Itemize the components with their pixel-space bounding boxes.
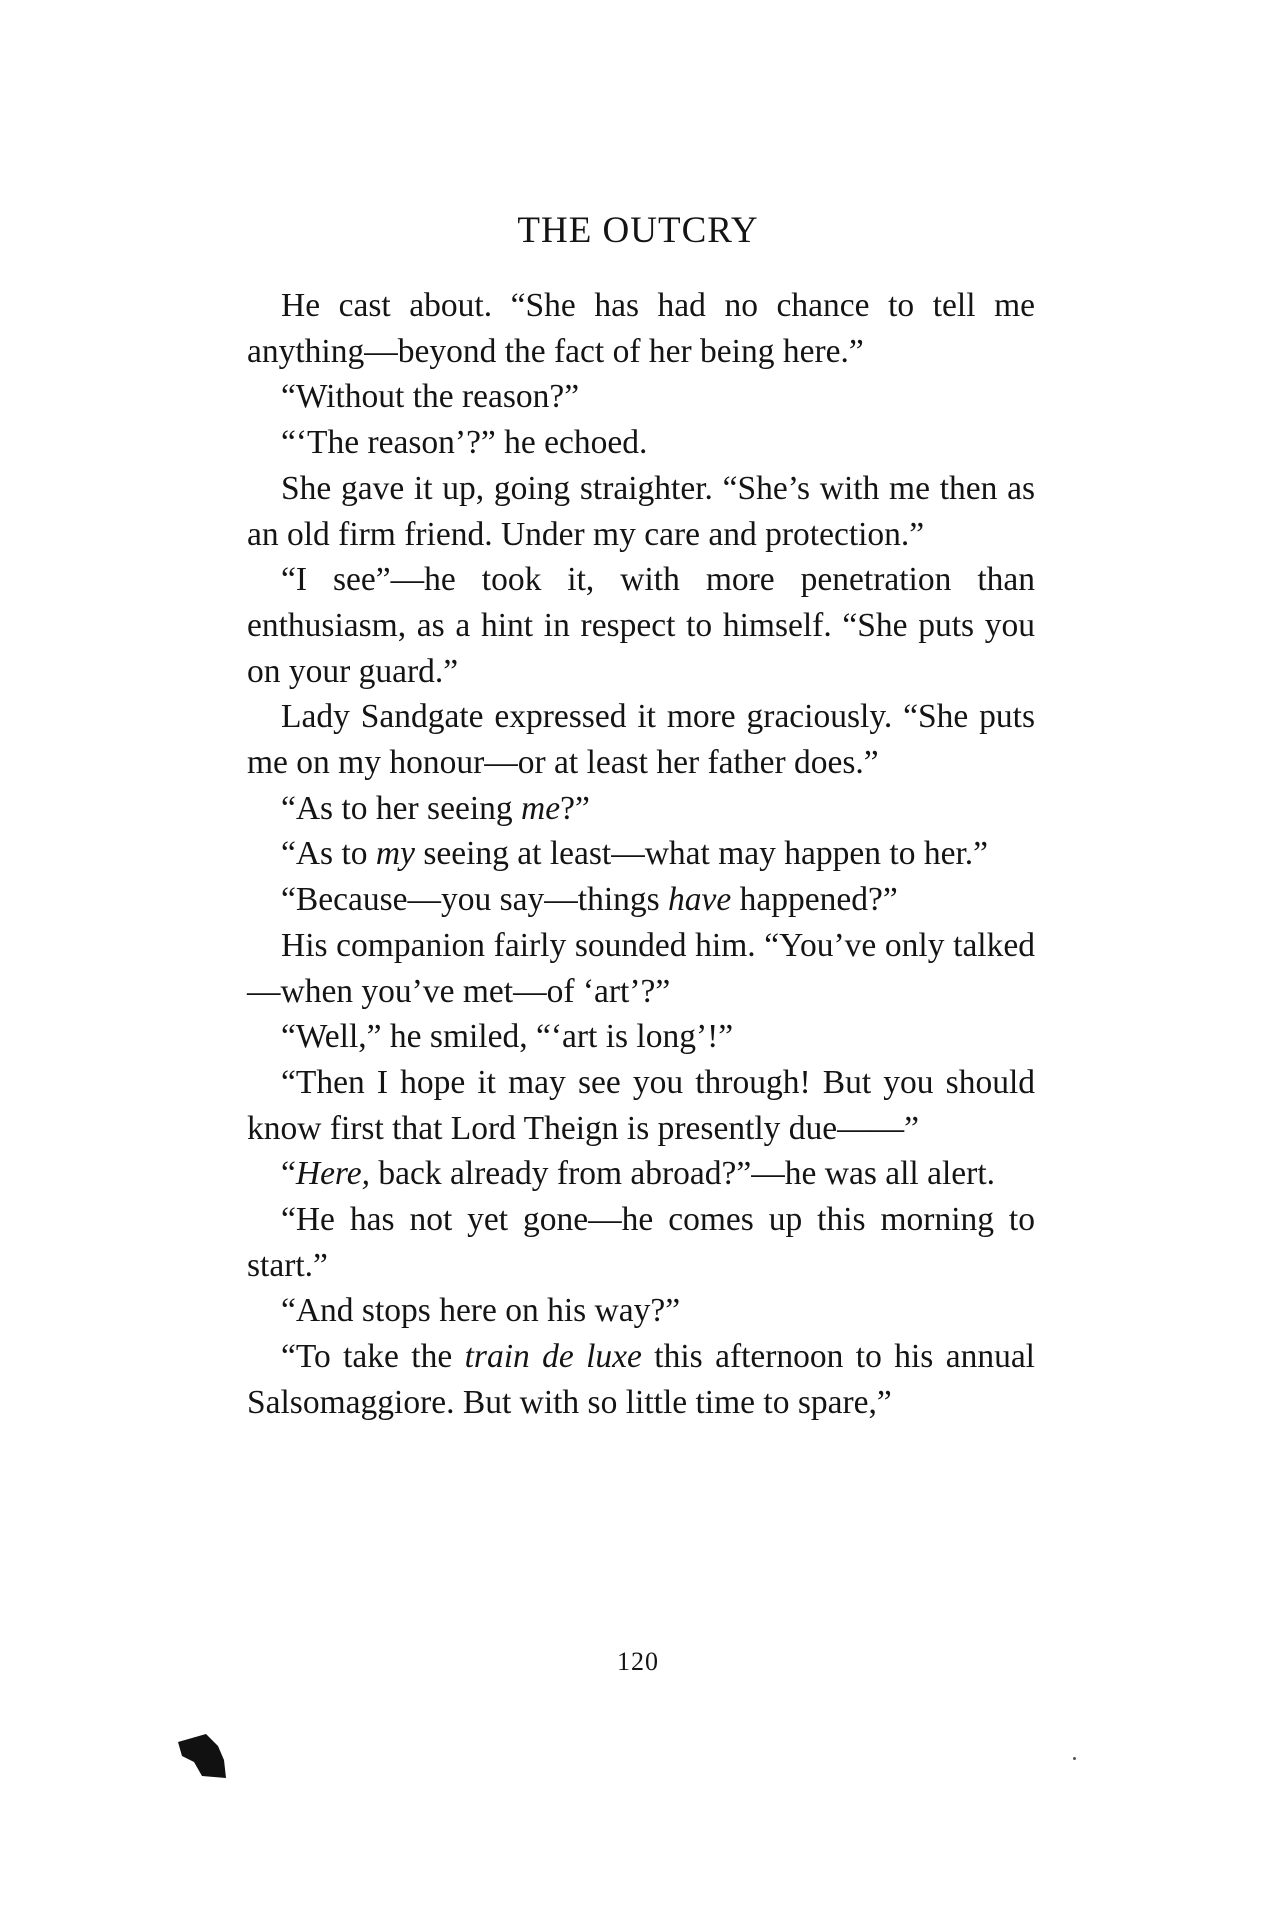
running-head: THE OUTCRY bbox=[517, 210, 759, 251]
paragraph bbox=[247, 877, 1035, 923]
paragraph bbox=[247, 1288, 1035, 1334]
text-run: seeing at least—what may happen to her.” bbox=[414, 835, 989, 873]
italic-text: Here, bbox=[295, 1155, 370, 1193]
italic-text: have bbox=[668, 881, 732, 919]
paragraph bbox=[247, 374, 1035, 420]
ink-blot-mark bbox=[176, 1732, 228, 1780]
text-run: “To take the bbox=[281, 1338, 465, 1376]
italic-text: me bbox=[521, 789, 561, 827]
italic-text: train de luxe bbox=[464, 1338, 642, 1376]
paragraph bbox=[247, 831, 1035, 877]
text-run: ?” bbox=[560, 789, 590, 827]
text-run: “And stops here on his way?” bbox=[281, 1292, 681, 1330]
dust-speck bbox=[1073, 1757, 1076, 1760]
text-run: “As to bbox=[281, 835, 376, 873]
paragraph bbox=[247, 1060, 1035, 1151]
italic-text: my bbox=[375, 835, 415, 873]
text-run: happened?” bbox=[731, 881, 898, 919]
text-run: back already from abroad?”—he was all alert. bbox=[369, 1155, 996, 1193]
text-run: “I see”—he took it, with more penetration than enthusiasm, as a hint in respect to himself. “She puts you on your guard.” bbox=[247, 561, 1035, 690]
text-run: Lady Sandgate expressed it more graciously. “She puts me on my honour—or at least her father does.” bbox=[247, 698, 1035, 782]
text-run: He cast about. “She has had no chance to tell me anything—beyond the fact of her being here.” bbox=[247, 287, 1035, 370]
text-run: “He has not yet gone—he comes up this morning to start.” bbox=[247, 1201, 1035, 1284]
paragraph bbox=[247, 923, 1035, 1014]
text-run: “Well,” he smiled, “‘art is long’!” bbox=[281, 1018, 734, 1056]
body-text bbox=[247, 283, 1035, 1426]
text-run: “Without the reason?” bbox=[281, 378, 580, 416]
paragraph bbox=[247, 786, 1035, 832]
paragraph bbox=[247, 1334, 1035, 1425]
text-run: “As to her seeing bbox=[281, 789, 522, 827]
text-run: She gave it up, going straighter. “She’s with me then as an old firm friend. Under my care and protection.” bbox=[247, 469, 1035, 553]
text-run: “Because—you say—things bbox=[281, 881, 669, 919]
paragraph bbox=[247, 283, 1035, 374]
text-run: “Then I hope it may see you through! But you should know first that Lord Theign is presently due——” bbox=[247, 1063, 1035, 1147]
paragraph bbox=[247, 1151, 1035, 1197]
text-run: “ bbox=[281, 1155, 296, 1193]
page-number: 120 bbox=[617, 1647, 659, 1676]
paragraph bbox=[247, 1197, 1035, 1288]
text-run: this afternoon to his annual Salsomaggiore. But with so little time to spare,” bbox=[247, 1338, 1035, 1421]
paragraph bbox=[247, 694, 1035, 785]
text-run: “‘The reason’?” he echoed. bbox=[281, 424, 648, 462]
text-run: His companion fairly sounded him. “You’ve only talked—when you’ve met—of ‘art’?” bbox=[247, 926, 1035, 1010]
paragraph bbox=[247, 557, 1035, 694]
paragraph bbox=[247, 420, 1035, 466]
paragraph bbox=[247, 1014, 1035, 1060]
paragraph bbox=[247, 466, 1035, 557]
